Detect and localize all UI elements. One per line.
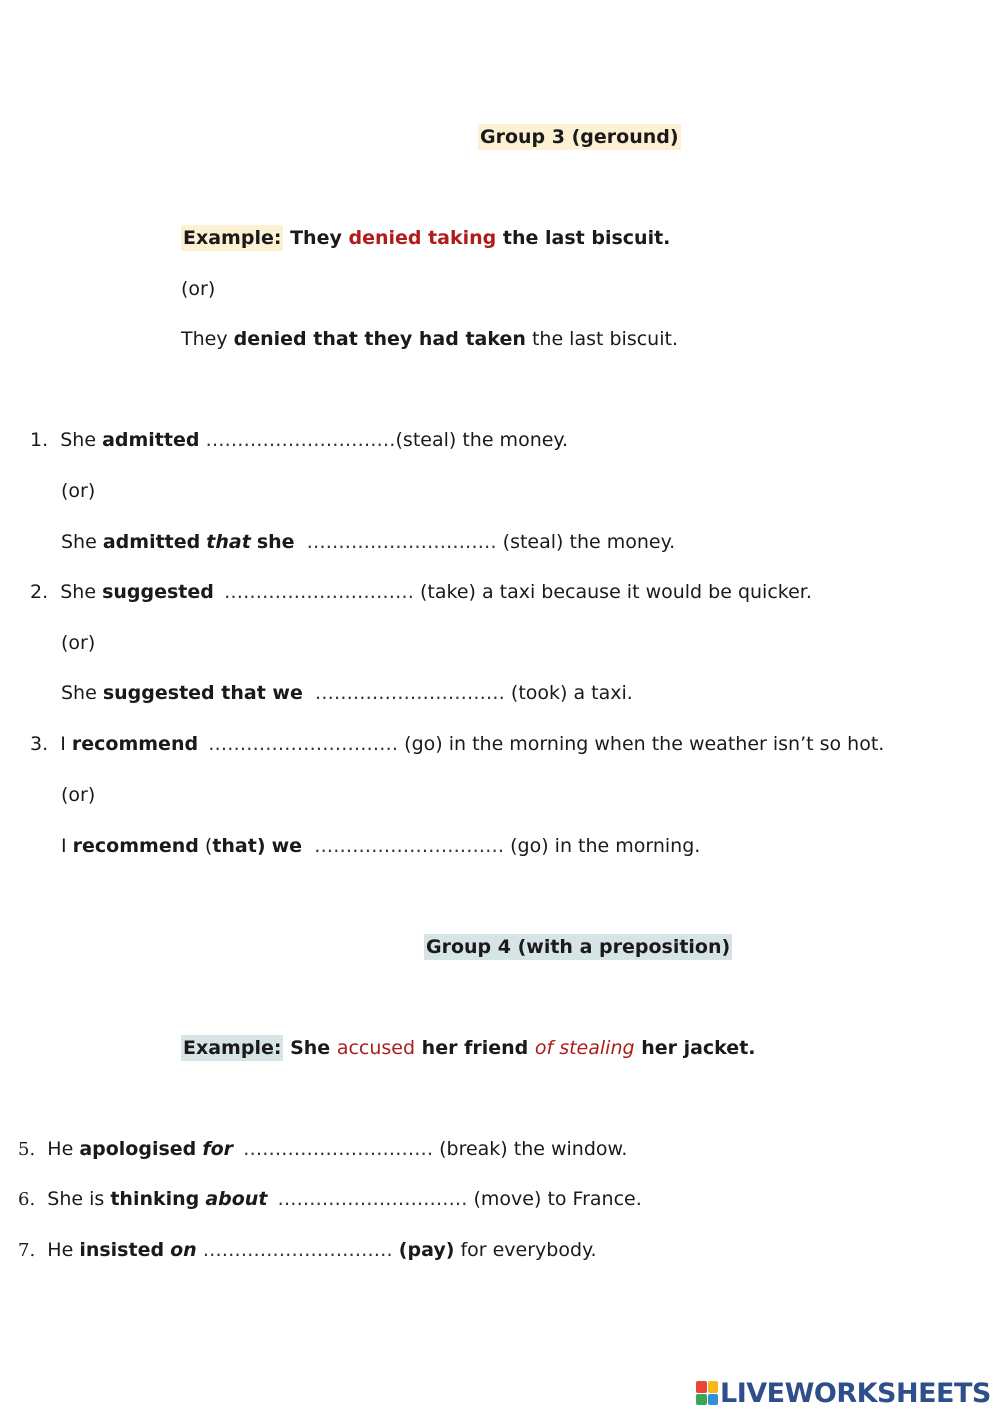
question-2-or: (or) [61, 632, 96, 654]
question-2-alt: She suggested that we ………………………… (took) a taxi. [61, 682, 633, 704]
group3-title: Group 3 (geround) [480, 126, 679, 148]
answer-blank[interactable]: ………………………… [277, 1188, 468, 1210]
answer-blank[interactable]: ………………………… [205, 429, 396, 451]
group3-example: Example: They denied taking the last biscuit. [183, 227, 671, 249]
answer-blank[interactable]: ………………………… [223, 581, 414, 603]
question-7: 7. He insisted on ………………………… (pay) for everybody. [18, 1239, 597, 1261]
logo-text: LIVEWORKSHEETS [720, 1377, 991, 1409]
question-6: 6. She is thinking about ………………………… (move) to France. [18, 1188, 642, 1210]
question-5: 5. He apologised for ………………………… (break) the window. [18, 1138, 628, 1160]
answer-blank[interactable]: ………………………… [243, 1138, 434, 1160]
example-label: Example: [183, 1037, 282, 1059]
question-3: 3. I recommend ………………………… (go) in the morning when the weather isn’t so hot. [30, 733, 885, 755]
group3-example-or: (or) [181, 278, 216, 300]
question-3-alt: I recommend (that) we ………………………… (go) in the morning. [61, 835, 701, 857]
question-2: 2. She suggested ………………………… (take) a taxi because it would be quicker. [30, 581, 812, 603]
answer-blank[interactable]: ………………………… [314, 682, 505, 704]
question-3-or: (or) [61, 784, 96, 806]
answer-blank[interactable]: ………………………… [314, 835, 505, 857]
group4-title: Group 4 (with a preposition) [426, 936, 731, 958]
answer-blank[interactable]: ………………………… [202, 1239, 393, 1261]
liveworksheets-logo-icon [696, 1381, 718, 1405]
question-1-or: (or) [61, 480, 96, 502]
liveworksheets-logo[interactable] [696, 1378, 991, 1408]
group3-example-alt: They denied that they had taken the last biscuit. [181, 328, 678, 350]
question-1: 1. She admitted …………………………(steal) the money. [30, 429, 568, 451]
question-1-alt: She admitted that she ………………………… (steal) the money. [61, 531, 676, 553]
example-label: Example: [183, 227, 282, 249]
answer-blank[interactable]: ………………………… [208, 733, 399, 755]
group4-example: Example: She accused her friend of stealing her jacket. [183, 1037, 756, 1059]
answer-blank[interactable]: ………………………… [306, 531, 497, 553]
